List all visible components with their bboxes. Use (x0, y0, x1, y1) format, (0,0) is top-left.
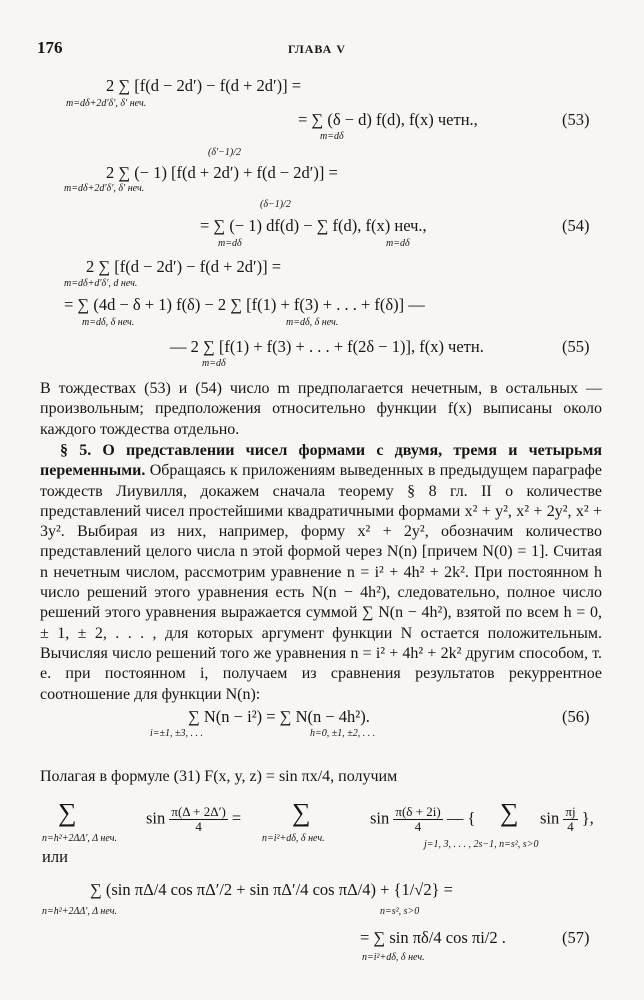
formula-57-sub2a: n=h²+2ΔΔ′, Δ неч. (42, 906, 117, 917)
formula-57-eq1: = (231, 808, 242, 828)
formula-54-sub2a: m=dδ (218, 238, 242, 249)
section-5-heading: § 5. О представлении чисел формами с двумя, тремя и четырьмя переменными. (40, 442, 602, 480)
formula-54-sub2b: m=dδ (386, 238, 410, 249)
formula-57-frac2-den: 4 (414, 819, 422, 834)
formula-55-tag: (55) (562, 337, 590, 356)
formula-57-sin3: sin (540, 808, 560, 828)
formula-57-tag: (57) (562, 928, 590, 947)
sum-sign-2: ∑ (292, 798, 311, 827)
formula-53-sub1: m=dδ+2d′δ′, δ′ неч. (66, 98, 147, 109)
formula-57-brace-open: — { (446, 808, 476, 828)
paragraph-setting-F-text: Полагая в формуле (31) F(x, y, z) = sin πx/4, получим (40, 768, 398, 785)
paragraph-identities-text: В тождествах (53) и (54) число m предполагается нечетным, в остальных — произвольным; предположения относительно функции f(x) выписаны около каждого тождества отдельно. (40, 380, 602, 438)
sum-sign-1: ∑ (58, 798, 77, 827)
sum-sign-3: ∑ (500, 798, 519, 827)
formula-57-sin1: sin (146, 808, 166, 828)
paragraph-setting-F (40, 767, 602, 787)
formula-53-sub2: m=dδ (320, 131, 344, 142)
formula-57-line1c (540, 805, 594, 834)
formula-53-line1: 2 ∑ [f(d − 2d′) − f(d + 2d′)] = (106, 76, 302, 95)
formula-57-frac2-num: π(δ + 2i) (395, 804, 441, 819)
formula-55-sub2a: m=dδ, δ неч. (82, 317, 135, 328)
formula-56-sub-b: h=0, ±1, ±2, . . . (310, 728, 376, 739)
page-number: 176 (37, 38, 63, 57)
formula-57-frac3-num: πj (565, 804, 576, 819)
formula-55-line1: 2 ∑ [f(d − 2d′) − f(d + 2d′)] = (86, 257, 282, 276)
paragraph-identities-note (40, 379, 602, 440)
formula-57-sub3: n=i²+dδ, δ неч. (362, 952, 425, 963)
formula-53-line2: = ∑ (δ − d) f(d), f(x) четн., (298, 110, 478, 129)
formula-54-line2: = ∑ (− 1) df(d) − ∑ f(d), f(x) неч., (200, 216, 427, 235)
formula-55-sub1: m=dδ+d′δ′, d неч. (64, 278, 138, 289)
formula-56-line: ∑ N(n − i²) = ∑ N(n − 4h²). (188, 707, 370, 726)
running-head: ГЛАВА V (288, 42, 347, 56)
formula-57-frac1-num: π(Δ + 2Δ′) (171, 804, 226, 819)
formula-57-frac3-den: 4 (567, 819, 574, 834)
formula-54-sup2: (δ−1)/2 (260, 199, 291, 210)
formula-57-frac1 (169, 805, 227, 834)
formula-57-sub1a: n=h²+2ΔΔ′, Δ неч. (42, 833, 117, 844)
formula-54-sub1: m=dδ+2d′δ′, δ′ неч. (64, 183, 145, 194)
formula-57-sin2: sin (370, 808, 390, 828)
formula-57-sub2b: n=s², s>0 (380, 906, 420, 917)
formula-54-sup1: (δ′−1)/2 (208, 147, 242, 158)
formula-57-ili: или (42, 847, 68, 866)
formula-55-line2: = ∑ (4d − δ + 1) f(δ) − 2 ∑ [f(1) + f(3) + . . . + f(δ)] — (64, 295, 425, 314)
formula-53-tag: (53) (562, 110, 590, 129)
formula-55-sub3: m=dδ (202, 358, 226, 369)
formula-57-sub1c: j=1, 3, . . . , 2s−1, n=s², s>0 (424, 839, 539, 850)
formula-57-frac3 (563, 805, 577, 834)
formula-57-line3: = ∑ sin πδ/4 cos πi/2 . (360, 928, 506, 947)
formula-54-line1: 2 ∑ (− 1) [f(d + 2d′) + f(d − 2d′)] = (106, 163, 338, 182)
section-5-paragraph (40, 441, 602, 705)
formula-54-tag: (54) (562, 216, 590, 235)
section-5-body: Обращаясь к приложениям выведенных в предыдущем параграфе тождеств Лиувилля, докажем сначала теорему § 8 гл. II о количестве представлений чисел простейшими квадратичными формами x² + y², x² + 2y², x² + 3y². Выбирая из них, например, форму x² + 2y², обозначим количество представлений целого числа n этой формой через N(n) [причем N(0) = 1]. Считая n нечетным числом, рассмотрим уравнение n = i² + 4h² + 2k². При постоянном h число решений этого уравнения есть N(n − 4h²), следовательно, полное число решений этого уравнения выражается суммой ∑ N(n − 4h²), взятой по всем h = 0, ± 1, ± 2, . . . , для которых аргумент функции N остается положительным. Вычисляя число решений того же уравнения n = i² + 4h² + 2k² другим способом, т. е. при постоянном i, получаем из сравнения результатов рекуррентное соотношение для функции N(n): (40, 462, 603, 703)
formula-57-line2: ∑ (sin πΔ/4 cos πΔ′/2 + sin πΔ′/4 cos πΔ/4) + {1/√2} = (90, 880, 453, 899)
formula-57-brace-close: }, (581, 808, 594, 828)
formula-56-tag: (56) (562, 707, 590, 726)
formula-55-sub2b: m=dδ, δ неч. (286, 317, 339, 328)
formula-57-line1 (146, 805, 241, 834)
formula-56-sub-a: i=±1, ±3, . . . (150, 728, 204, 739)
formula-57-frac1-den: 4 (195, 819, 202, 834)
formula-55-line3: — 2 ∑ [f(1) + f(3) + . . . + f(2δ − 1)], f(x) четн. (170, 337, 484, 356)
formula-57-line1b (370, 805, 475, 834)
formula-57-frac2 (393, 805, 442, 834)
formula-57-sub1b: n=i²+dδ, δ неч. (262, 833, 325, 844)
